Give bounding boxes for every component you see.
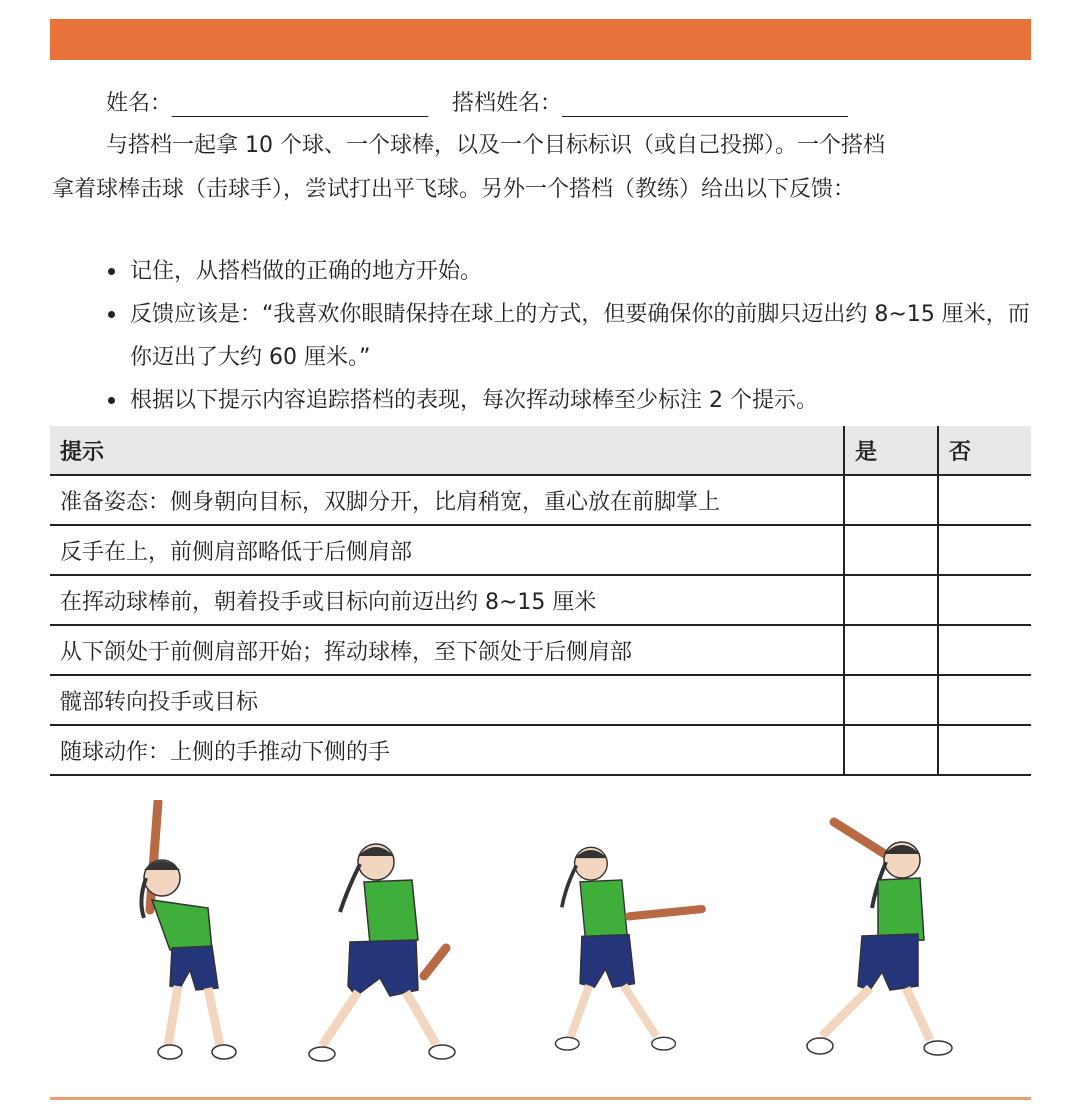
table-row — [50, 725, 1031, 775]
intro-paragraph — [52, 124, 1034, 212]
cue-cell: 准备姿态：侧身朝向目标，双脚分开，比肩稍宽，重心放在前脚掌上 — [50, 475, 844, 525]
cue-column-header: 提示 — [50, 426, 844, 475]
batter-stance-figure — [100, 800, 300, 1080]
name-label: 姓名： — [106, 91, 173, 116]
partner-name-blank[interactable] — [562, 92, 848, 117]
yes-checkbox-cell[interactable] — [844, 725, 938, 775]
name-blank[interactable] — [172, 92, 428, 117]
table-row — [50, 575, 1031, 625]
batter-contact-figure — [540, 800, 740, 1080]
cue-cell: 在挥动球棒前，朝着投手或目标向前迈出约 8~15 厘米 — [50, 575, 844, 625]
cue-cell: 随球动作：上侧的手推动下侧的手 — [50, 725, 844, 775]
table-row — [50, 675, 1031, 725]
yes-checkbox-cell[interactable] — [844, 475, 938, 525]
yes-checkbox-cell[interactable] — [844, 525, 938, 575]
cue-checklist-table — [50, 426, 1031, 776]
intro-line-1: 与搭档一起拿 10 个球、一个球棒，以及一个目标标识（或自己投掷）。一个搭档 — [106, 133, 885, 158]
no-checkbox-cell[interactable] — [938, 675, 1031, 725]
no-checkbox-cell[interactable] — [938, 625, 1031, 675]
table-row — [50, 625, 1031, 675]
yes-checkbox-cell[interactable] — [844, 575, 938, 625]
table-row — [50, 475, 1031, 525]
no-checkbox-cell[interactable] — [938, 725, 1031, 775]
footer-accent-rule — [50, 1097, 1031, 1100]
name-fields — [106, 86, 848, 117]
batter-follow-through-figure — [790, 800, 990, 1080]
instruction-list — [108, 250, 1038, 422]
no-column-header: 否 — [938, 426, 1031, 475]
yes-checkbox-cell[interactable] — [844, 675, 938, 725]
no-checkbox-cell[interactable] — [938, 575, 1031, 625]
intro-line-2: 拿着球棒击球（击球手），尝试打出平飞球。另外一个搭档（教练）给出以下反馈： — [52, 177, 856, 202]
yes-column-header: 是 — [844, 426, 938, 475]
cue-cell: 髋部转向投手或目标 — [50, 675, 844, 725]
table-row — [50, 525, 1031, 575]
yes-checkbox-cell[interactable] — [844, 625, 938, 675]
partner-name-label: 搭档姓名： — [452, 91, 563, 116]
instruction-item: 反馈应该是：“我喜欢你眼睛保持在球上的方式，但要确保你的前脚只迈出约 8~15 厘米，而你迈出了大约 60 厘米。” — [108, 293, 1038, 379]
instruction-item: 根据以下提示内容追踪搭档的表现，每次挥动球棒至少标注 2 个提示。 — [108, 379, 1038, 422]
table-header-row — [50, 426, 1031, 475]
cue-cell: 反手在上，前侧肩部略低于后侧肩部 — [50, 525, 844, 575]
batting-sequence-illustration — [100, 800, 1000, 1080]
instruction-item: 记住，从搭档做的正确的地方开始。 — [108, 250, 1038, 293]
batter-load-figure — [300, 800, 500, 1080]
no-checkbox-cell[interactable] — [938, 525, 1031, 575]
cue-cell: 从下颌处于前侧肩部开始；挥动球棒，至下颌处于后侧肩部 — [50, 625, 844, 675]
no-checkbox-cell[interactable] — [938, 475, 1031, 525]
header-accent-bar — [50, 19, 1031, 60]
